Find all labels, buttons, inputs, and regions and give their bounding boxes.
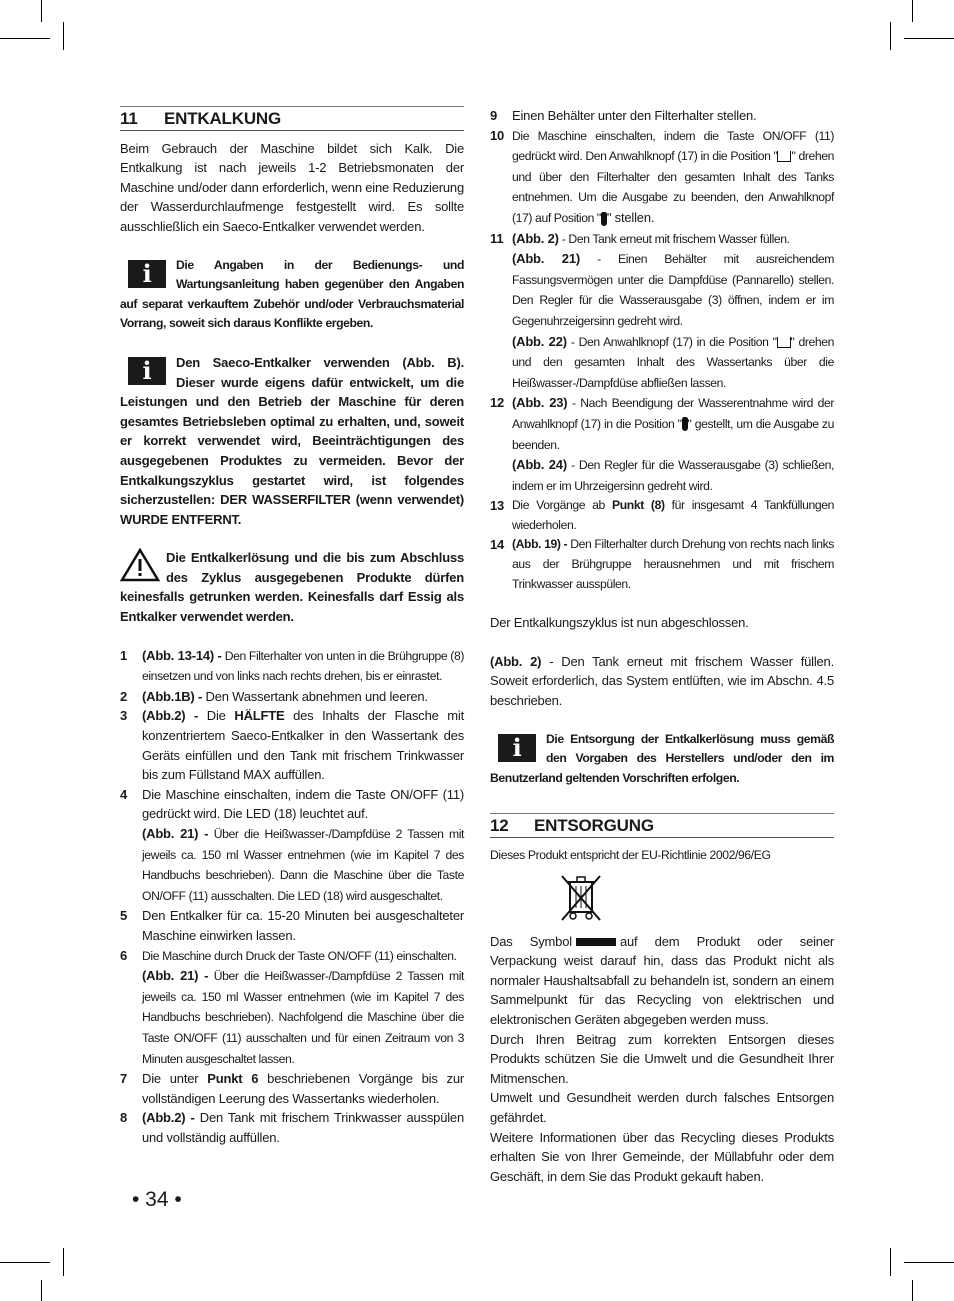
black-bar-icon: [576, 938, 616, 946]
paragraph-text: - Den Tank erneut mit frischem Wasser füllen. Soweit erforderlich, das System entlüften, wie im Abschn. 4.5 beschrieben.: [490, 653, 834, 709]
crop-mark: [41, 1280, 42, 1301]
paragraph: Durch Ihren Beitrag zum korrekten Entsorgen dieses Produkts schützen Sie die Umwelt und die Gesundheit Ihrer Mitmenschen.: [490, 1031, 834, 1086]
list-item: [490, 393, 834, 496]
list-item: [120, 785, 464, 907]
emphasis: Punkt (8): [612, 498, 665, 513]
info-note: [120, 353, 464, 529]
info-note-text: Die Entsorgung der Entkalkerlösung muss gemäß den Vorgaben des Herstellers und/oder den im Benutzerland geltenden Vorschriften erfolgen.: [490, 731, 834, 785]
paragraph: Weitere Informationen über das Recycling dieses Produkts erhalten Sie von Ihrer Gemeinde, der Müllabfuhr oder dem Geschäft, in dem Sie das Produkt gekauft haben.: [490, 1129, 834, 1184]
info-icon: i: [498, 734, 536, 762]
crop-mark: [904, 1262, 954, 1263]
step-text: " gestellt, um die Ausgabe zu beenden.: [512, 416, 834, 452]
list-item: [490, 229, 834, 394]
list-item: [120, 687, 464, 707]
left-column: [120, 106, 464, 1148]
step-text: Die: [198, 708, 235, 724]
step-number: 10: [490, 127, 505, 143]
list-item: [120, 1108, 464, 1147]
step-number: 12: [490, 395, 505, 411]
figure-ref: (Abb. 21) -: [142, 826, 209, 841]
crop-mark: [912, 1280, 913, 1301]
warning-note: [120, 548, 464, 626]
emphasis: Punkt 6: [207, 1071, 259, 1087]
list-item: [120, 646, 464, 687]
right-column: [490, 106, 834, 1186]
list-item: [490, 496, 834, 535]
section-title: ENTKALKUNG: [164, 109, 281, 128]
list-item: [120, 906, 464, 945]
info-note-text: Die Angaben in der Bedienungs- und Wartungsanleitung haben gegenüber den Angaben auf separat verkauftem Zubehör und/oder Verbrauchsmaterial Vorrang, soweit sich daraus Konflikte ergeben.: [120, 257, 464, 331]
paragraph-text: Das Symbol: [490, 933, 572, 949]
step-number: 11: [490, 230, 504, 246]
list-item: [120, 706, 464, 784]
step-text: Den Tank mit frischem Trinkwasser ausspülen und vollständig auffüllen.: [142, 1110, 464, 1145]
step-number: 3: [120, 708, 128, 724]
figure-ref: (Abb. 2): [512, 230, 559, 246]
step-number: 6: [120, 947, 128, 963]
step-text: Über die Heißwasser-/Dampfdüse 2 Tassen mit jeweils ca. 150 ml Wasser entnehmen (wie im Kapitel 7 des Handbuchs beschrieben). Dann die Maschine über die Taste ON/OFF (11) ausschalten. Die LED (18) wird ausgeschaltet.: [142, 827, 465, 903]
crop-mark: [63, 22, 64, 50]
figure-ref: (Abb. 21): [512, 251, 580, 267]
symbol-paragraph: [490, 932, 834, 1030]
figure-ref: (Abb. 19) -: [512, 537, 568, 552]
step-text: - Den Anwahlknopf (17) in die Position ": [566, 334, 777, 349]
step-number: 14: [490, 537, 505, 553]
info-note: [120, 256, 464, 334]
list-item: [120, 946, 464, 1070]
warning-icon: [120, 548, 160, 582]
list-item: [120, 1069, 464, 1108]
step-text: - Nach Beendigung der Wasserentnahme wird der Anwahlknopf (17) in die Position ": [512, 396, 835, 431]
figure-ref: (Abb. 13-14) -: [142, 647, 222, 663]
section-title: ENTSORGUNG: [534, 816, 654, 836]
section-number: 11: [120, 109, 138, 128]
step-number: 7: [120, 1071, 128, 1087]
step-number: 2: [120, 688, 128, 704]
figure-ref: (Abb.2) -: [142, 1110, 195, 1126]
step-text: Die Vorgänge ab: [512, 498, 612, 513]
step-number: 4: [120, 786, 128, 802]
crop-mark: [890, 1248, 891, 1276]
warning-text: Die Entkalkerlösung und die bis zum Abschluss des Zyklus ausgegebenen Produkte dürfen keinesfalls getrunken werden. Keinesfalls darf Essig als Entkalker verwendet werden.: [120, 550, 464, 625]
completion-text: Der Entkalkungszyklus ist nun abgeschlossen.: [490, 615, 749, 631]
list-item: [490, 535, 834, 594]
info-note-text: Den Saeco-Entkalker verwenden (Abb. B). Dieser wurde eigens dafür entwickelt, um die Leistungen und den Betrieb der Maschine für deren gesamtes Betriebsleben optimal zu erhalten, und, soweit er korrekt verwendet wird, Beeinträchtigungen des ausgegebenen Produktes zu vermeiden. Bevor der Entkalkungszyklus gestartet wird, ist folgendes sicherzustellen: DER WASSERFILTER (wenn verwendet) WURDE ENTFERNT.: [120, 354, 464, 527]
crop-mark: [63, 1248, 64, 1276]
crop-mark: [904, 38, 954, 39]
figure-ref: (Abb. 21) -: [142, 968, 209, 984]
info-icon: i: [128, 260, 166, 288]
step-text: - Den Tank erneut mit frischem Wasser füllen.: [558, 231, 790, 246]
info-icon: i: [128, 357, 166, 385]
step-text: Den Filterhalter von unten in die Brühgruppe (8) einsetzen und von links nach rechts drehen, bis er einrastet.: [142, 648, 464, 684]
step-text: - Den Regler für die Wasserausgabe (3) schließen, indem er im Uhrzeigersinn gedreht wird.: [512, 458, 835, 493]
step-text: " drehen und den gesamten Inhalt des Wassertanks über die Heißwasser-/Dampfdüse abfließen lassen.: [512, 334, 835, 390]
figure-ref: (Abb.1B) -: [142, 688, 203, 704]
section-heading: [490, 813, 834, 838]
coffee-cup-icon: [777, 337, 791, 348]
step-text: Über die Heißwasser-/Dampfdüse 2 Tassen mit jeweils ca. 150 ml Wasser entnehmen (wie im Kapitel 7 des Handbuchs beschrieben). Nachfolgend die Maschine über die Taste ON/OFF (11) ausschalten und für einen Zeitraum von 3 Minuten ausgeschaltet lassen.: [142, 969, 465, 1066]
crop-mark: [0, 1262, 50, 1263]
step-text: des Inhalts der Flasche mit konzentriertem Saeco-Entkalker in den Wassertank des Geräts einfüllen und den Tank mit frischem Trinkwasser bis zum Füllstand MAX auffüllen.: [142, 708, 465, 783]
step-text: für insgesamt 4 Tankfüllungen wiederholen.: [512, 498, 834, 532]
step-number: 8: [120, 1110, 128, 1126]
paragraph-text: auf dem Produkt oder seiner Verpackung weist darauf hin, dass das Produkt nicht als normaler Haushaltsabfall zu behandeln ist, sondern an einem Sammelpunkt für das Recycling von elektrischen und elektronischen Geräten abgegeben werden muss.: [490, 933, 834, 1027]
step-text: Die Maschine einschalten, indem die Taste ON/OFF (11) gedrückt wird. Den Anwahlknopf (17) in die Position ": [512, 128, 834, 164]
coffee-cup-icon: [777, 151, 791, 162]
step-text: Den Wassertank abnehmen und leeren.: [202, 688, 428, 704]
step-number: 13: [490, 498, 505, 514]
crop-mark: [912, 0, 913, 22]
step-text: - Einen Behälter mit ausreichendem Fassungsvermögen unter die Dampfdüse (Pannarello) stellen. Den Regler für die Wasserausgabe (3) öffnen, indem er im Gegenuhrzeigersinn gedreht wird.: [512, 252, 835, 328]
list-item: [490, 106, 834, 126]
crop-mark: [890, 22, 891, 50]
step-text: " drehen und über den Filterhalter den gesamten Inhalt des Tanks entnehmen. Um die Ausgabe zu beenden, den Anwahlknopf (17) auf Position ": [512, 149, 834, 225]
emphasis: HÄLFTE: [234, 708, 285, 724]
intro-paragraph: Beim Gebrauch der Maschine bildet sich Kalk. Die Entkalkung ist nach jeweils 1-2 Betriebsmonaten der Maschine und/oder dann erforderlich, wenn eine Reduzierung der Wasserdurchlaufmenge festgestellt wird. Es sollte ausschließlich ein Saeco-Entkalker verwendet werden.: [120, 140, 464, 234]
step-text: Den Filterhalter durch Drehung von rechts nach links aus der Brühgruppe herausnehmen und mit frischem Trinkwasser ausspülen.: [512, 537, 834, 591]
figure-ref: (Abb. 2): [490, 653, 542, 669]
section-number: 12: [490, 816, 509, 836]
step-text: " stellen.: [606, 209, 655, 225]
paragraph: Umwelt und Gesundheit werden durch falsches Entsorgen gefährdet.: [490, 1090, 834, 1125]
figure-ref: (Abb. 23): [512, 395, 568, 411]
list-item: [490, 126, 834, 229]
step-text: Den Entkalker für ca. 15-20 Minuten bei ausgeschalteter Maschine einwirken lassen.: [142, 908, 464, 943]
after-paragraph: [490, 652, 834, 711]
step-text: Die Maschine durch Druck der Taste ON/OFF (11) einschalten.: [142, 948, 457, 963]
step-text: beschriebenen Vorgänge bis zur vollständigen Leerung des Wassertanks wiederholen.: [142, 1071, 464, 1106]
section-heading: [120, 106, 464, 131]
info-note: [490, 730, 834, 789]
crop-mark: [41, 0, 42, 22]
figure-ref: (Abb.2) -: [142, 708, 199, 724]
step-text: Einen Behälter unter den Filterhalter stellen.: [512, 108, 757, 123]
figure-ref: (Abb. 22): [512, 333, 567, 349]
step-text: Die unter: [142, 1071, 208, 1087]
step-number: 5: [120, 908, 128, 924]
step-number: 1: [120, 647, 128, 663]
eu-directive: Dieses Produkt entspricht der EU-Richtlinie 2002/96/EG: [490, 848, 771, 862]
page-number: • 34 •: [132, 1188, 182, 1211]
figure-ref: (Abb. 24): [512, 457, 567, 473]
step-text: Die Maschine einschalten, indem die Taste ON/OFF (11) gedrückt wird. Die LED (18) leuchtet auf.: [142, 786, 464, 822]
step-number: 9: [490, 108, 498, 123]
crossed-bin-icon: [556, 872, 606, 924]
crop-mark: [0, 38, 50, 39]
